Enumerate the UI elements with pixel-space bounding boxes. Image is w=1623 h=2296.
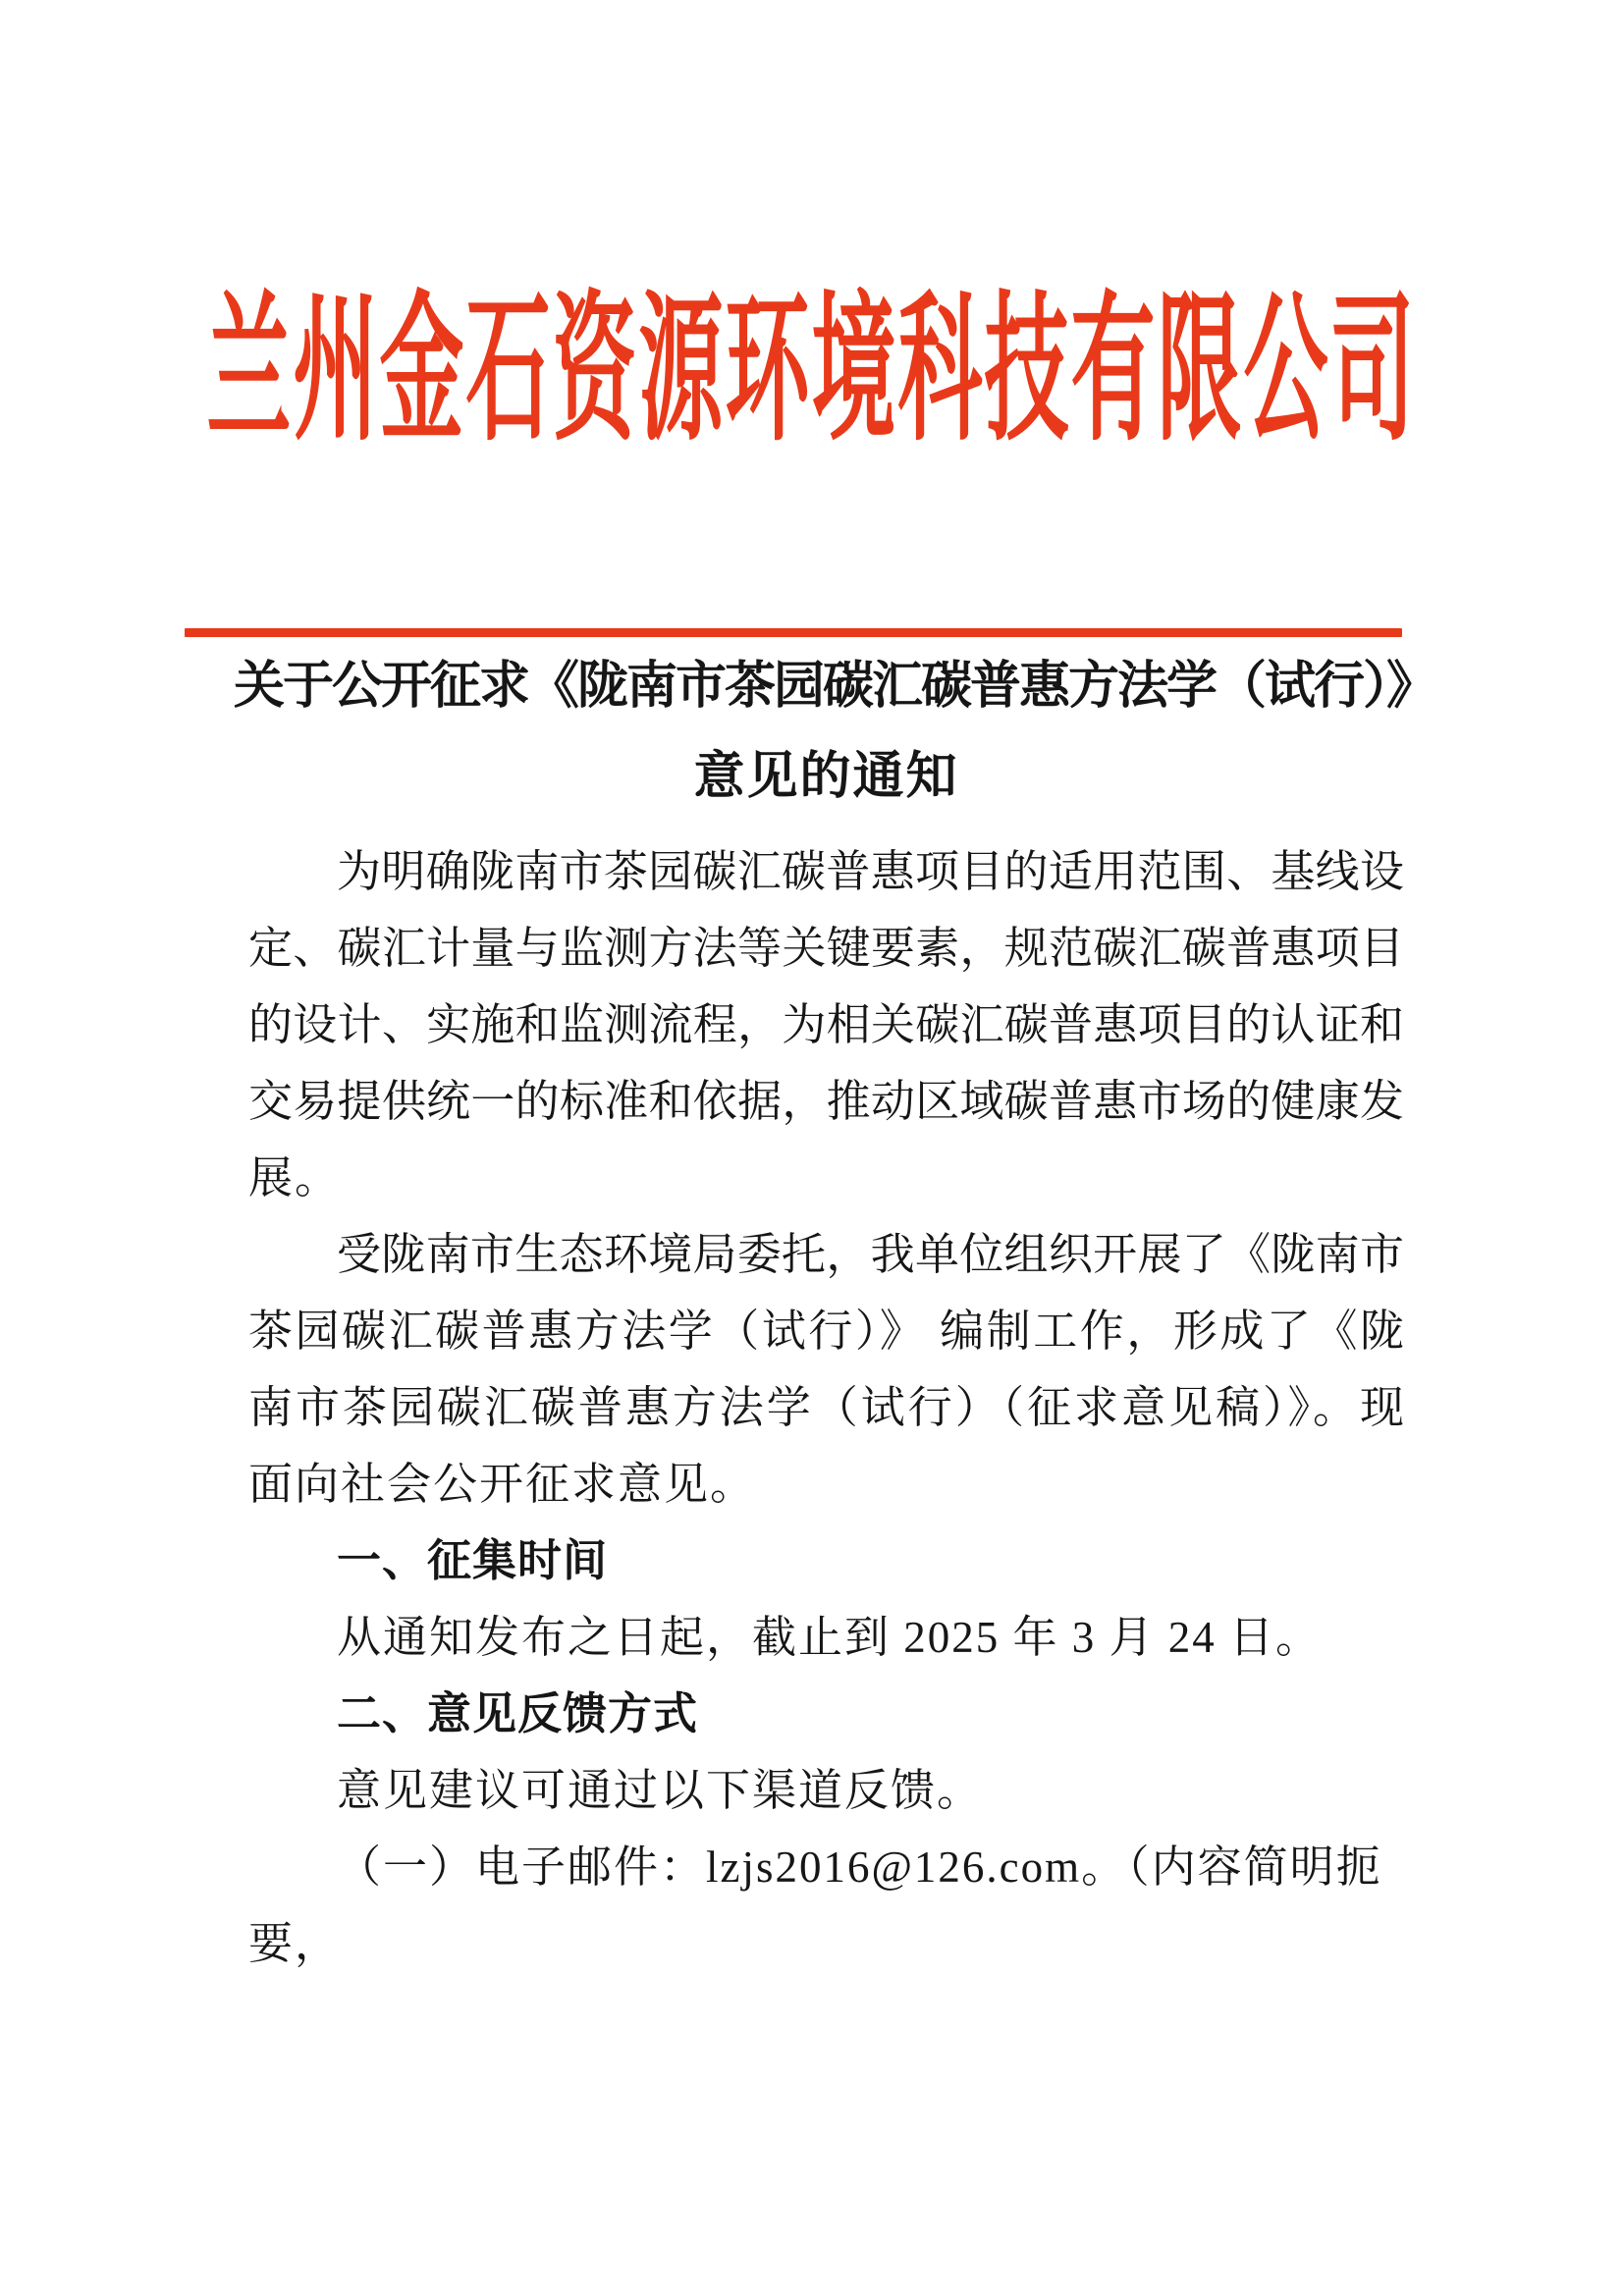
body-line: 南市茶园碳汇碳普惠方法学（试行）（征求意见稿）》。现 — [248, 1383, 1404, 1432]
document-title-line1: 关于公开征求《陇南市茶园碳汇碳普惠方法学（试行）》 — [234, 659, 1436, 715]
letterhead — [0, 281, 1623, 460]
section-heading: 一、征集时间 — [337, 1535, 609, 1585]
body-line: （一）电子邮件：lzjs2016@126.com。（内容简明扼要， — [248, 1842, 1382, 1968]
document-title-line2: 意见的通知 — [693, 749, 959, 805]
body-line: 从通知发布之日起，截止到 2025 年 3 月 24 日。 — [337, 1613, 1323, 1662]
document-title — [234, 642, 1436, 823]
body-line: 交易提供统一的标准和依据，推动区域碳普惠市场的健康发 — [248, 1077, 1404, 1126]
body-line: 定、碳汇计量与监测方法等关键要素，规范碳汇碳普惠项目 — [248, 924, 1404, 973]
company-name: 兰州金石资源环境科技有限公司 — [206, 281, 1417, 460]
body-line: 的设计、实施和监测流程，为相关碳汇碳普惠项目的认证和 — [248, 1000, 1404, 1049]
body-line: 面向社会公开征求意见。 — [248, 1460, 757, 1509]
body-line: 为明确陇南市茶园碳汇碳普惠项目的适用范围、基线设 — [337, 847, 1404, 896]
document-body — [248, 833, 1404, 1982]
body-line: 受陇南市生态环境局委托，我单位组织开展了《陇南市 — [337, 1230, 1404, 1279]
body-line: 展。 — [248, 1153, 342, 1202]
letterhead-rule — [185, 628, 1402, 637]
body-line: 意见建议可通过以下渠道反馈。 — [337, 1766, 984, 1815]
body-line: 茶园碳汇碳普惠方法学（试行）》 编制工作，形成了《陇 — [248, 1307, 1404, 1356]
section-heading: 二、意见反馈方式 — [337, 1688, 699, 1738]
